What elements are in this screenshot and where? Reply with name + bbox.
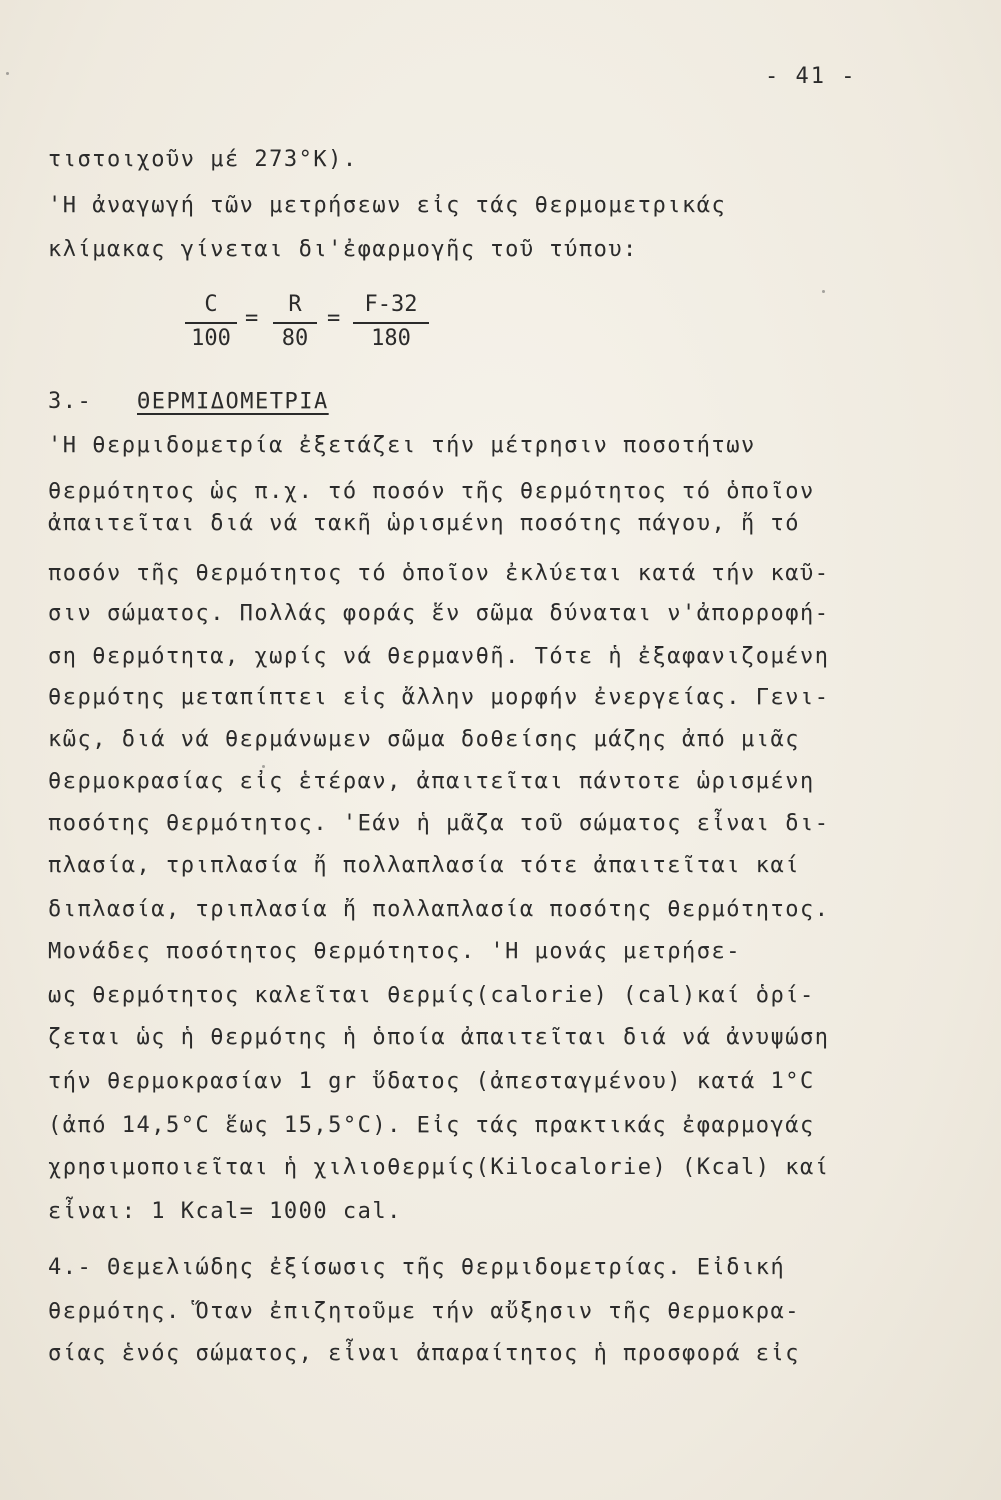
text-line: ση θερμότητα, χωρίς νά θερμανθῆ. Τότε ἡ ἐξαφανιζομένη (48, 644, 830, 669)
fraction-numerator: F-32 (364, 292, 418, 317)
text-line: εἶναι: 1 Kcal= 1000 cal. (48, 1199, 402, 1224)
paper-speck (6, 72, 9, 75)
text-line: ως θερμότητος καλεῖται θερμίς(calorie) (cal)καί ὁρί- (48, 983, 815, 1008)
text-line: ἀπαιτεῖται διά νά τακῆ ὡρισμένη ποσότης πάγου, ἤ τό (48, 511, 801, 536)
section-heading-4: 4.- Θεμελιώδης ἐξίσωσις τῆς θερμιδομετρίας. Εἰδική (48, 1255, 786, 1280)
text-line: πλασία, τριπλασία ἤ πολλαπλασία τότε ἀπαιτεῖται καί (48, 853, 801, 878)
fraction-denominator: 100 (191, 326, 231, 351)
fraction-denominator: 80 (281, 326, 309, 351)
text-line: θερμοκρασίας εἰς ἑτέραν, ἀπαιτεῖται πάντοτε ὡρισμένη (48, 769, 815, 794)
text-line: ποσόν τῆς θερμότητος τό ὁποῖον ἐκλύεται κατά τήν καῦ- (48, 561, 830, 586)
fraction-bar (185, 322, 237, 324)
text-line: (ἀπό 14,5°C ἕως 15,5°C). Εἰς τάς πρακτικάς ἐφαρμογάς (48, 1113, 815, 1138)
paper-speck (822, 290, 825, 293)
fraction-f (353, 292, 429, 354)
fraction-c (185, 292, 237, 354)
text-line: κλίμακας γίνεται δι'ἐφαρμογῆς τοῦ τύπου: (48, 237, 638, 262)
equals-sign: = (327, 306, 341, 331)
text-line: Μονάδες ποσότητος θερμότητος. 'Η μονάς μετρήσε- (48, 939, 742, 964)
text-line: διπλασία, τριπλασία ἤ πολλαπλασία ποσότης θερμότητος. (48, 897, 830, 922)
fraction-r (273, 292, 317, 354)
section-title: ΘΕΡΜΙΔΟΜΕΤΡΙΑ (137, 389, 329, 414)
fraction-bar (353, 322, 429, 324)
text-line: χρησιμοποιεῖται ἡ χιλιοθερμίς(Kilocalorie) (Kcal) καί (48, 1155, 830, 1180)
fraction-bar (273, 322, 317, 324)
paper-speck (262, 765, 265, 768)
conversion-formula (185, 292, 445, 352)
fraction-numerator: R (288, 292, 302, 317)
fraction-numerator: C (204, 292, 218, 317)
section-number: 3.- (48, 389, 93, 414)
text-line: κῶς, διά νά θερμάνωμεν σῶμα δοθείσης μάζης ἀπό μιᾶς (48, 727, 801, 752)
text-line: ποσότης θερμότητος. 'Εάν ἡ μᾶζα τοῦ σώματος εἶναι δι- (48, 811, 830, 836)
text-line: θερμότης. Ὅταν ἐπιζητοῦμε τήν αὔξησιν τῆς θερμοκρα- (48, 1299, 801, 1324)
text-line: τήν θερμοκρασίαν 1 gr ὕδατος (ἀπεσταγμένου) κατά 1°C (48, 1069, 815, 1094)
text-line: θερμότης μεταπίπτει εἰς ἄλλην μορφήν ἐνεργείας. Γενι- (48, 685, 830, 710)
equals-sign: = (245, 306, 259, 331)
fraction-denominator: 180 (371, 326, 411, 351)
text-line: ζεται ὡς ἡ θερμότης ἡ ὁποία ἀπαιτεῖται διά νά ἀνυψώση (48, 1025, 830, 1050)
text-line: θερμότητος ὡς π.χ. τό ποσόν τῆς θερμότητος τό ὁποῖον (48, 479, 815, 504)
text-line: σίας ἑνός σώματος, εἶναι ἀπαραίτητος ἡ προσφορά εἰς (48, 1341, 801, 1366)
text-line: 'Η ἀναγωγή τῶν μετρήσεων εἰς τάς θερμομετρικάς (48, 193, 727, 218)
text-line: τιστοιχοῦν μέ 273°Κ). (48, 147, 358, 172)
page-number: - 41 - (765, 64, 857, 89)
text-line: 'Η θερμιδομετρία ἐξετάζει τήν μέτρησιν ποσοτήτων (48, 433, 756, 458)
section-heading-3 (48, 388, 329, 416)
text-line: σιν σώματος. Πολλάς φοράς ἕν σῶμα δύναται ν'ἀπορροφή- (48, 601, 830, 626)
